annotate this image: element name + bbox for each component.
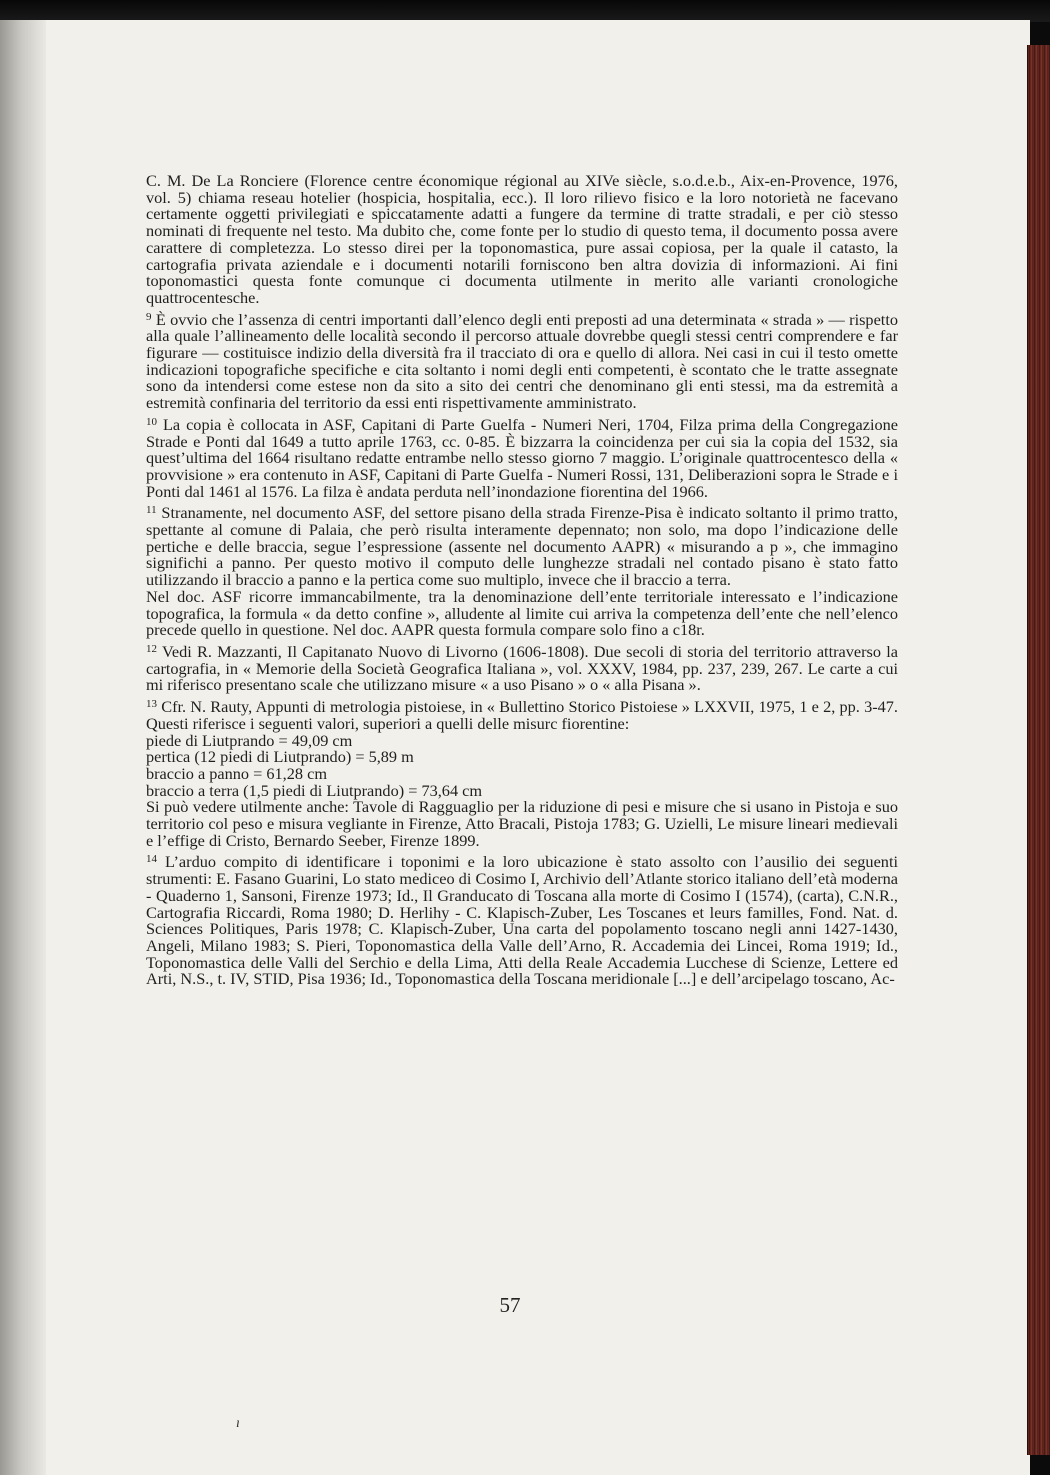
footnote-13 [146, 696, 898, 732]
footnotes-body [146, 170, 898, 988]
footnote-11-continuation [146, 586, 898, 640]
measure-line: braccio a panno = 61,28 cm [146, 763, 327, 783]
footnote-12 [146, 641, 898, 694]
footnote-text: È ovvio che l’assenza di centri importanti dall’elenco degli enti preposti ad una determinata « strada » — rispetto alla quale l’allineamento delle località secondo il percorso attuale dovrebbe quegli stessi centri comprendere e far figurare — costituisce indizio della diversità fra il tracciato di ora e quello di allora. Nei casi in cui il testo omette indicazioni topografiche specifiche e cita soltanto i nomi degli enti competenti, è scontato che le tratte assegnate sono da intendersi come estese non da sito a sito dei centri che denominano gli enti stessi, ma da estremità a estremità confinaria del territorio da essi enti rispettivamente amministrato. [146, 309, 898, 413]
footnote-14 [146, 851, 898, 988]
page-gutter-shadow [0, 20, 46, 1475]
page-number: 57 [499, 1293, 521, 1317]
fn-number: 12 [146, 642, 157, 655]
fn-number: 13 [146, 698, 157, 711]
footnote-text: Cfr. N. Rauty, Appunti di metrologia pistoiese, in « Bullettino Storico Pistoiese » LXXVII, 1975, 1 e 2, pp. 3-47. Questi riferisce i seguenti valori, superiori a quelli delle misurc fiorentine: [146, 697, 898, 733]
fn-number: 9 [146, 310, 152, 323]
footnote-text: Nel doc. ASF ricorre immancabilmente, tra la denominazione dell’ente territoriale interessato e l’indicazione topografica, la formula « da detto confine », alludente al limite cui arriva la competenza dell’ente che nell’elenco precede quello in questione. Nel doc. AAPR questa formula compare solo fino a c18r. [146, 586, 898, 640]
stray-mark: ı [236, 1416, 240, 1431]
fn-number: 14 [146, 853, 157, 866]
book-fore-edge [1027, 45, 1050, 1455]
measure-line: pertica (12 piedi di Liutprando) = 5,89 m [146, 747, 414, 767]
footnote-10 [146, 414, 898, 501]
footnote-text: Vedi R. Mazzanti, Il Capitanato Nuovo di Livorno (1606-1808). Due secoli di storia del territorio attraverso la cartografia, in « Memorie della Società Geografica Italiana », vol. XXXV, 1984, pp. 237, 239, 267. Le carte a cui mi riferisco presentano scale che utilizzano misure « a uso Pisano » o « alla Pisana ». [146, 641, 898, 695]
footnote-text: Si può vedere utilmente anche: Tavole di Ragguaglio per la riduzione di pesi e misure che si usano in Pistoja e suo territorio col peso e misura vegliante in Firenze, Atto Bracali, Pistoja 1783; G. Uzielli, Le misure lineari medievali e l’effige di Cristo, Bernardo Seeber, Firenze 1899. [146, 797, 898, 850]
fn-number: 10 [146, 415, 157, 428]
footnote-text: Stranamente, nel documento ASF, del settore pisano della strada Firenze-Pisa è indicato soltanto il primo tratto, spettante al comune di Palaia, che però risulta interamente depennato; non solo, ma dopo l’indicazione delle pertiche e delle braccia, segue l’espressione (assente nel documento AAPR) « misurando a p », che immagino significhi a panno. Per questo motivo il computo delle lunghezze stradali nel contado pisano è stato fatto utilizzando il braccio a panno e la pertica come suo multiplo, invece che il braccio a terra. [146, 503, 898, 590]
footnote-13-continuation [146, 799, 898, 849]
measure-line: piede di Liutprando = 49,09 cm [146, 730, 353, 750]
footnote-11 [146, 502, 898, 589]
footnote-text: L’arduo compito di identificare i toponimi e la loro ubicazione è stato assolto con l’ausilio dei seguenti strumenti: E. Fasano Guarini, Lo stato mediceo di Cosimo I, Archivio dell’Atlante storico italiano dell’età moderna - Quaderno 1, Sansoni, Firenze 1973; Id., Il Granducato di Toscana alla morte di Cosimo I (1574), (carta), C.N.R., Cartografia Riccardi, Roma 1980; D. Herlihy - C. Klapisch-Zuber, Les Toscanes et leurs familles, Fond. Nat. d. Sciences Politiques, Paris 1978; C. Klapisch-Zuber, Una carta del popolamento toscano negli anni 1427-1430, Angeli, Milano 1983; S. Pieri, Toponomastica della Valle dell’Arno, R. Accademia dei Lincei, Roma 1919; Id., Toponomastica delle Valli del Serchio e della Lima, Atti della Reale Accademia Lucchese di Scienze, Lettere ed Arti, N.S., t. IV, STID, Pisa 1936; Id., Toponomastica della Toscana meridionale [...] e dell’arcipelago toscano, Ac- [146, 852, 898, 989]
scan-top-edge [0, 0, 1050, 22]
footnote-text: La copia è collocata in ASF, Capitani di Parte Guelfa - Numeri Neri, 1704, Filza prima della Congregazione Strade e Ponti dal 1649 a tutto aprile 1763, cc. 0-85. È bizzarra la coincidenza per cui sia la copia del 1532, sia quest’ultima del 1664 risultano redatte entrambe nello stesso giorno 7 maggio. L’originale quattrocentesco della « provvisione » era contenuto in ASF, Capitani di Parte Guelfa - Numeri Rossi, 131, Deliberazioni sopra le Strade e i Ponti dal 1461 al 1576. La filza è andata perduta nell’inondazione fiorentina del 1966. [146, 414, 898, 501]
footnote-text: C. M. De La Ronciere (Florence centre économique régional au XIVe siècle, s.o.d.e.b., Aix-en-Provence, 1976, vol. 5) chiama reseau hotelier (hospicia, hospitalia, ecc.). Il loro rilievo fisico e la loro notorietà ne facevano certamente oggetti privilegiati e spiccatamente adatti a fungere da termine di tratte stradali, e per ciò stesso nominati di frequente nel testo. Ma dubito che, come fonte per lo studio di questo tema, il documento possa avere carattere di completezza. Lo stesso direi per la toponomastica, pure assai copiosa, per la quale il catasto, la cartografia privata aziendale e i documenti notarili forniscono ben altra dovizia di informazioni. Ai fini toponomastici questa fonte comunque ci documenta utilmente in merito alle varianti cronologiche quattrocentesche. [146, 171, 898, 307]
footnote-9 [146, 309, 898, 412]
fn-number: 11 [146, 504, 157, 517]
footnote-continuation [146, 170, 898, 307]
measure-line: braccio a terra (1,5 piedi di Liutprando) = 73,64 cm [146, 780, 483, 800]
